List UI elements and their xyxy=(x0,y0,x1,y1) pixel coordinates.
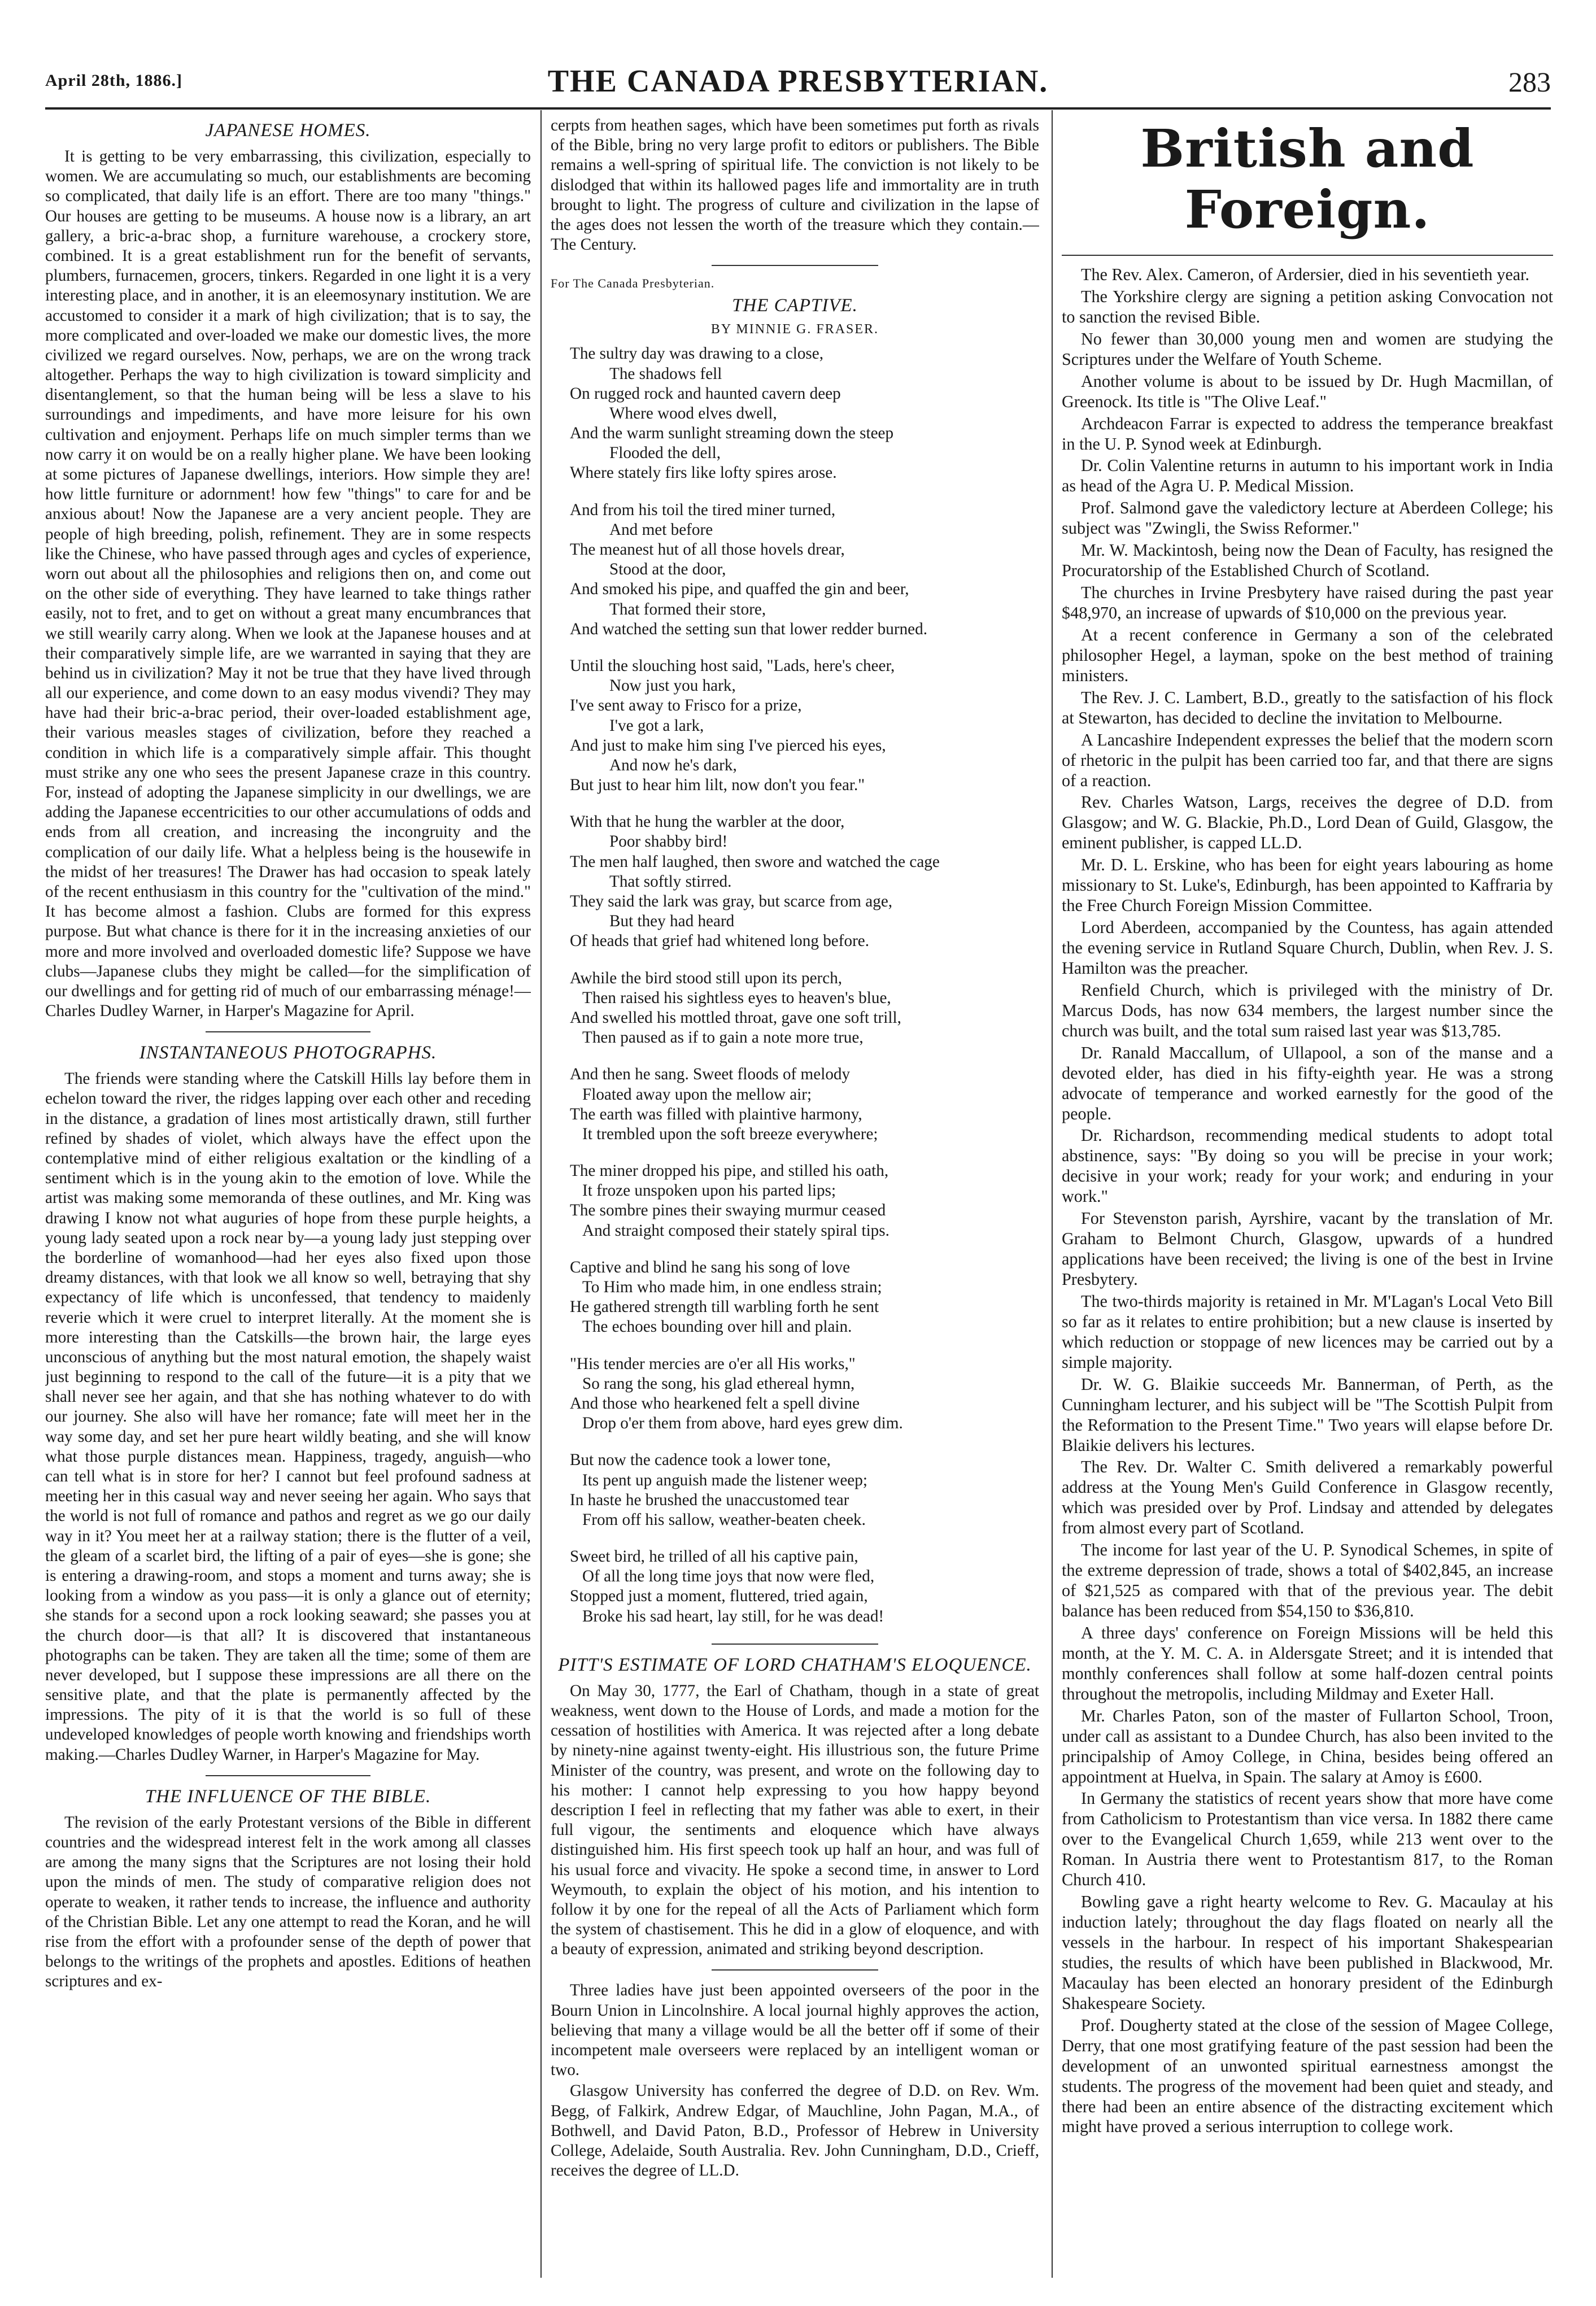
news-item: Dr. W. G. Blaikie succeeds Mr. Bannerman, of Perth, as the Cunningham lecturer, and his subject will be "The Scottish Pulpit from the Reformation to the Present Time." Two years will elapse before Dr. Blaikie delivers his lectures. xyxy=(1062,1374,1553,1455)
news-item: Dr. Ranald Maccallum, of Ullapool, a son of the manse and a devoted elder, has died in his fifty-eighth year. He was a strong advocate of temperance and worked earnestly for the good of the people. xyxy=(1062,1043,1553,1123)
page-header xyxy=(45,63,1551,108)
poem-line: He gathered strength till warbling forth he sent xyxy=(570,1298,879,1317)
poem-line: The shadows fell xyxy=(609,364,722,383)
poem-line: The sultry day was drawing to a close, xyxy=(570,345,824,363)
news-item: A three days' conference on Foreign Missions will be held this month, at the Y. M. C. A. in Aldersgate Street; and it is intended that monthly conferences shall follow at some half-dozen central points throughout the metropolis, including Mildmay and Exeter Hall. xyxy=(1062,1623,1553,1703)
poem-line: But they had heard xyxy=(609,912,735,931)
poem-stanza xyxy=(570,1258,1039,1337)
poem-line: "His tender mercies are o'er all His works," xyxy=(570,1354,856,1373)
poem-line: From off his sallow, weather-beaten cheek. xyxy=(582,1510,866,1529)
poem-line: Then raised his sightless eyes to heaven's blue, xyxy=(582,988,891,1007)
news-item: The churches in Irvine Presbytery have raised during the past year $48,970, an increase of upwards of $10,000 on the previous year. xyxy=(1062,583,1553,622)
news-item: Rev. Charles Watson, Largs, receives the degree of D.D. from Glasgow; and W. G. Blackie, Ph.D., Lord Dean of Guild, Glasgow, the eminent publisher, is capped LL.D. xyxy=(1062,792,1553,853)
column-divider xyxy=(1052,110,1053,2278)
poem-stanza xyxy=(570,1547,1039,1627)
poem-line: Where wood elves dwell, xyxy=(609,404,777,422)
poem-line: Its pent up anguish made the listener weep; xyxy=(582,1471,867,1489)
article-paragraph: cerpts from heathen sages, which have been sometimes put forth as rivals of the Bible, bring no very large profit to editors or publishers. The Bible remains a well-spring of spiritual life. The conviction is not likely to be dislodged that within its hallowed pages life and immortality are in truth brought to light. The progress of culture and civilization in the lapse of the ages does not lessen the worth of the treasure which they contain.—The Century. xyxy=(551,116,1039,254)
poem-body xyxy=(570,344,1039,1627)
news-item: The Rev. Dr. Walter C. Smith delivered a remarkably powerful address at the Young Men's Guild Conference in Glasgow recently, which was presided over by Prof. Lindsay and attended by delegates from almost every part of Scotland. xyxy=(1062,1457,1553,1538)
poem-line: And those who hearkened felt a spell divine xyxy=(570,1394,860,1413)
article-title: PITT'S ESTIMATE OF LORD CHATHAM'S ELOQUENCE. xyxy=(558,1654,1032,1675)
article-title: THE INFLUENCE OF THE BIBLE. xyxy=(145,1786,431,1807)
column-middle xyxy=(551,116,1039,2278)
poem-line: And now he's dark, xyxy=(609,756,737,774)
poem-line: Captive and blind he sang his song of love xyxy=(570,1258,851,1276)
poem-line: And from his toil the tired miner turned, xyxy=(570,500,836,519)
issue-date: April 28th, 1886.] xyxy=(45,71,182,90)
poem-line: That formed their store, xyxy=(609,600,766,618)
article-paragraph: On May 30, 1777, the Earl of Chatham, though in a state of great weakness, went down to the House of Lords, and made a motion for the cessation of hostilities with America. It was rejected after a long debate by ninety-nine against twenty-eight. His illustrious son, the future Prime Minister of the country, was present, and wrote on the following day to his mother: I cannot help expressing to you how happy beyond description I feel in reflecting that my father was able to exert, in their full vigour, the sentiments and eloquence which have always distinguished him. His first speech took up half an hour, and was full of his usual force and vivacity. He spoke a second time, in answer to Lord Weymouth, to explain the object of his motion, and his intention to follow it by one for the repeal of all the Acts of Parliament which form the system of chastisement. This he did in a glow of eloquence, and with a beauty of expression, animated and striking beyond description. xyxy=(551,1681,1039,1959)
article-separator xyxy=(712,1969,878,1971)
poem-line: But now the cadence took a lower tone, xyxy=(570,1451,831,1470)
news-item: Lord Aberdeen, accompanied by the Countess, has again attended the evening service in Rutland Square Church, Dublin, when Rev. J. S. Hamilton was the preacher. xyxy=(1062,918,1553,978)
news-item: Dr. Richardson, recommending medical students to adopt total abstinence, says: "By doing so you will be precise in your work; decisive in your work; ready for your work; and enduring in your work." xyxy=(1062,1126,1553,1206)
poem-byline: BY MINNIE G. FRASER. xyxy=(710,322,879,337)
poem-line: They said the lark was gray, but scarce from age, xyxy=(570,892,893,910)
poem-stanza xyxy=(570,1161,1039,1241)
news-item: No fewer than 30,000 young men and women are studying the Scriptures under the Welfare of Youth Scheme. xyxy=(1062,329,1553,369)
poem-line: Awhile the bird stood still upon its perch, xyxy=(570,969,843,987)
poem-stanza xyxy=(570,812,1039,951)
news-item: The Rev. Alex. Cameron, of Ardersier, died in his seventieth year. xyxy=(1081,265,1530,284)
column-divider xyxy=(540,110,542,2278)
poem-line: To Him who made him, in one endless strain; xyxy=(582,1278,882,1296)
poem-line: And swelled his mottled throat, gave one soft trill, xyxy=(570,1008,901,1027)
news-item: Bowling gave a right hearty welcome to Rev. G. Macaulay at his induction lately; throughout the day flags floated on nearly all the vessels in the harbour. In respect of his important Shakespearian studies, the results of which have been published in Blackwood, Mr. Macaulay has been elected an honorary president of the Edinburgh Shakespeare Society. xyxy=(1062,1892,1553,2013)
poem-line: And then he sang. Sweet floods of melody xyxy=(570,1065,851,1084)
column-left xyxy=(45,116,531,2278)
section-heading: British and Foreign. xyxy=(1140,118,1475,240)
news-item: Mr. W. Mackintosh, being now the Dean of Faculty, has resigned the Procuratorship of the Established Church of Scotland. xyxy=(1062,540,1553,581)
news-item: Prof. Dougherty stated at the close of the session of Magee College, Derry, that one most gratifying feature of the past session had been the development of an unwonted spiritual earnestness amongst the students. The progress of the movement had been quiet and steady, and there had been an entire absence of the distracting excitement which might have proved a serious interruption to college work. xyxy=(1062,2015,1553,2137)
news-item: In Germany the statistics of recent years show that more have come from Catholicism to Protestantism than vice versa. In 1882 there came over to the Evangelical Church 1,659, while 213 went over to the Roman. In Austria there went to Protestantism 817, to the Roman Church 410. xyxy=(1062,1789,1553,1890)
poem-line: And met before xyxy=(609,520,713,539)
poem-line: Of all the long time joys that now were fled, xyxy=(582,1567,875,1586)
news-item: Archdeacon Farrar is expected to address the temperance breakfast in the U. P. Synod week at Edinburgh. xyxy=(1062,413,1553,454)
page-number: 283 xyxy=(1508,66,1551,98)
poem-stanza xyxy=(570,500,1039,639)
article-separator xyxy=(712,1644,878,1645)
news-item: At a recent conference in Germany a son of the celebrated philosopher Hegel, a layman, spoke on the best method of training ministers. xyxy=(1062,625,1553,685)
poem-line: The miner dropped his pipe, and stilled his oath, xyxy=(570,1162,889,1180)
poem-line: And straight composed their stately spiral tips. xyxy=(582,1221,889,1240)
poem-line: The echoes bounding over hill and plain. xyxy=(582,1318,852,1336)
news-item: Renfield Church, which is privileged with the ministry of Dr. Marcus Dods, has now 634 members, the largest number since the church was built, and the total sum raised last year was $13,785. xyxy=(1062,980,1553,1040)
poem-stanza xyxy=(570,656,1039,795)
article-paragraph: It is getting to be very embarrassing, this civilization, especially to women. We are accumulating so much, our establishments are becoming so complicated, that daily life is an effort. There are too many "things." Our houses are getting to be museums. A house now is a library, an art gallery, a bric-a-brac shop, a furniture warehouse, a crockery store, combined. It is a great establishment run for the benefit of servants, plumbers, furnacemen, grocers, tinkers. Regarded in one light it is a very interesting place, and in another, it is an eleemosynary institution. We are accustomed to consider it a mark of high civilization; that is to say, the more complicated and over-loaded we make our domestic lives, the more civilized we regard ourselves. Now, perhaps, we are on the wrong track altogether. Perhaps the way to high civilization is toward simplicity and disentanglement, so that the human being will be less a slave to his surroundings and impediments, and have more leisure for his own cultivation and enjoyment. Perhaps life on much simpler terms than we now carry it on would be on a really higher plane. We have been looking at some pictures of Japanese dwellings, interiors. How simple they are! how little furniture or adornment! how few "things" to care for and be anxious about! Now the Japanese are a very ancient people. They are people of high breeding, polish, refinement. They are in some respects like the Chinese, who have passed through ages and cycles of experience, worn out about all the philosophies and religions then on, and come out on the other side of everything. They have learned to take things rather easily, not to fret, and to get on without a great many encumbrances that we still wearily carry along. When we look at the Japanese houses and at their comparatively simple life, are we warranted in saying that they are behind us in civilization? May it not be true that they have lived through all our experience, and come down to an easy modus vivendi? They may have had their bric-a-brac period, their over-loaded establishment age, their various measles stages of civilization, before they reached a condition in which life is a comparatively simple affair. This thought must strike any one who sees the present Japanese craze in this country. For, instead of adopting the Japanese simplicity in our dwellings, we are adding the Japanese eccentricities to our other accumulations of odds and ends from all creation, and increasing the incongruity and the complication of our daily life. What a helpless being is the housewife in the midst of her treasures! The Drawer has had occasion to speak lately of the recent enthusiasm in this country for the "cultivation of the mind." It has become almost a fashion. Clubs are formed for this express purpose. But what chance is there for it in the increasing anxieties of our more and more involved and overloaded domestic life? Suppose we have clubs—Japanese clubs they might be called—for the simplification of our dwellings and for getting rid of much of our embarrassing ménage!—Charles Dudley Warner, in Harper's Magazine for April. xyxy=(45,147,531,1021)
poem-line: Until the slouching host said, "Lads, here's cheer, xyxy=(570,656,895,675)
news-paragraph: Three ladies have just been appointed overseers of the poor in the Bourn Union in Lincolnshire. A local journal highly approves the action, believing that many a village would be all the better off if some of their incompetent male overseers were replaced by an intelligent woman or two. xyxy=(551,1981,1039,2080)
poem-line: Floated away upon the mellow air; xyxy=(582,1085,812,1104)
poem-line: But just to hear him lilt, now don't you fear." xyxy=(570,776,865,795)
poem-line: On rugged rock and haunted cavern deep xyxy=(570,384,841,403)
poem-line: It trembled upon the soft breeze everywhere; xyxy=(582,1124,878,1143)
news-item: Prof. Salmond gave the valedictory lecture at Aberdeen College; his subject was "Zwingli, the Swiss Reformer." xyxy=(1062,498,1553,538)
poem-title: THE CAPTIVE. xyxy=(732,295,858,316)
news-list xyxy=(1062,265,1553,2137)
news-item: The two-thirds majority is retained in Mr. M'Lagan's Local Veto Bill so far as it relates to entire prohibition; but a new clause is inserted by which reduction or stoppage of new licences may be carried out by a simple majority. xyxy=(1062,1291,1553,1372)
news-item: A Lancashire Independent expresses the belief that the modern scorn of rhetoric in the pulpit has been carried too far, and that there are signs of a reaction. xyxy=(1062,730,1553,790)
news-paragraph: Glasgow University has conferred the degree of D.D. on Rev. Wm. Begg, of Falkirk, Andrew Edgar, of Mauchline, John Pagan, M.A., of Bothwell, and David Paton, B.D., Professor of Hebrew in University College, Adelaide, South Australia. Rev. John Cunningham, D.D., Crieff, receives the degree of LL.D. xyxy=(551,2082,1039,2180)
poem-line: And watched the setting sun that lower redder burned. xyxy=(570,620,928,638)
poem-line: Stopped just a moment, fluttered, tried again, xyxy=(570,1587,868,1606)
article-title: INSTANTANEOUS PHOTOGRAPHS. xyxy=(139,1043,437,1063)
header-rule xyxy=(45,107,1551,110)
news-item: Mr. Charles Paton, son of the master of Fullarton School, Troon, under call as assistant to a Dundee Church, has also been invited to the principalship of Amoy College, in China, besides being offered an appointment at Huelva, in Spain. The salary at Amoy is £600. xyxy=(1062,1706,1553,1786)
news-item: For Stevenston parish, Ayrshire, vacant by the translation of Mr. Graham to Belmont Church, Glasgow, upwards of a hundred applications have been received; the living is one of the best in Irvine Presbytery. xyxy=(1062,1209,1553,1289)
poem-stanza xyxy=(570,1450,1039,1530)
poem-line: Where stately firs like lofty spires arose. xyxy=(570,464,837,482)
news-item: Dr. Colin Valentine returns in autumn to his important work in India as head of the Agra U. P. Medical Mission. xyxy=(1062,456,1553,496)
poem-line: It froze unspoken upon his parted lips; xyxy=(582,1182,836,1200)
poem-stanza xyxy=(570,344,1039,483)
article-title: JAPANESE HOMES. xyxy=(205,120,371,141)
section-rule xyxy=(1062,255,1553,256)
article-separator xyxy=(206,1031,370,1032)
poem-line: The earth was filled with plaintive harmony, xyxy=(570,1105,862,1123)
publication-title: THE CANADA PRESBYTERIAN. xyxy=(547,64,1049,99)
article-separator xyxy=(206,1775,370,1776)
poem-line: Stood at the door, xyxy=(609,560,726,579)
poem-line: The sombre pines their swaying murmur ceased xyxy=(570,1201,886,1220)
poem-line: And smoked his pipe, and quaffed the gin and beer, xyxy=(570,580,909,599)
article-separator xyxy=(712,265,878,266)
poem-line: Broke his sad heart, lay still, for he was dead! xyxy=(582,1607,884,1625)
contributor-line: For The Canada Presbyterian. xyxy=(551,276,715,291)
news-item: The Yorkshire clergy are signing a petition asking Convocation not to sanction the revised Bible. xyxy=(1062,286,1553,326)
poem-stanza xyxy=(570,1354,1039,1434)
poem-line: That softly stirred. xyxy=(609,872,732,891)
poem-line: Of heads that grief had whitened long before. xyxy=(570,932,870,951)
poem-line: And the warm sunlight streaming down the steep xyxy=(570,424,894,443)
poem-stanza xyxy=(570,969,1039,1048)
poem-line: So rang the song, his glad ethereal hymn, xyxy=(582,1374,855,1393)
poem-line: Poor shabby bird! xyxy=(609,832,728,851)
poem-line: Drop o'er them from above, hard eyes grew dim. xyxy=(582,1414,903,1433)
article-paragraph: The revision of the early Protestant versions of the Bible in different countries and the widespread interest felt in the work among all classes are among the many signs that the Scriptures are not losing their hold upon the minds of men. The study of comparative religion does not operate to weaken, it rather tends to increase, the influence and authority of the Christian Bible. Let any one attempt to read the Koran, and he will rise from the effort with a profounder sense of the depth of power that belongs to the writings of the prophets and apostles. Editions of heathen scriptures and ex- xyxy=(45,1813,531,1991)
poem-line: I've got a lark, xyxy=(609,716,704,735)
poem-stanza xyxy=(570,1065,1039,1144)
poem-line: Now just you hark, xyxy=(609,677,736,695)
news-item: The Rev. J. C. Lambert, B.D., greatly to the satisfaction of his flock at Stewarton, has decided to decline the invitation to Melbourne. xyxy=(1062,687,1553,727)
poem-line: And just to make him sing I've pierced his eyes, xyxy=(570,736,886,755)
poem-line: With that he hung the warbler at the door, xyxy=(570,813,845,831)
poem-line: I've sent away to Frisco for a prize, xyxy=(570,696,802,715)
poem-line: Sweet bird, he trilled of all his captive pain, xyxy=(570,1547,858,1566)
news-item: The income for last year of the U. P. Synodical Schemes, in spite of the extreme depression of trade, shows a total of $402,845, an increase of $21,525 as compared with that of the previous year. The debit balance has been reduced from $54,150 to $36,810. xyxy=(1062,1540,1553,1620)
poem-line: The men half laughed, then swore and watched the cage xyxy=(570,852,940,871)
poem-line: In haste he brushed the unaccustomed tear xyxy=(570,1490,849,1509)
poem-line: Flooded the dell, xyxy=(609,444,721,463)
news-item: Mr. D. L. Erskine, who has been for eight years labouring as home missionary to St. Luke's, Edinburgh, has been appointed to Kaffraria by the Free Church Foreign Mission Committee. xyxy=(1062,855,1553,916)
news-item: Another volume is about to be issued by Dr. Hugh Macmillan, of Greenock. Its title is "The Olive Leaf." xyxy=(1062,371,1553,411)
poem-line: Then paused as if to gain a note more true, xyxy=(582,1028,864,1047)
poem-line: The meanest hut of all those hovels drear, xyxy=(570,540,845,559)
column-right xyxy=(1062,116,1553,2278)
article-paragraph: The friends were standing where the Catskill Hills lay before them in echelon toward the river, the ridges lapping over each other and receding in the distance, a gradation of lines most artistically drawn, still further refined by shades of violet, which always have the effect upon the contemplative mind of either religious exaltation or the kindling of a sentiment which is in the young akin to the emotion of love. While the artist was making some memoranda of these outlines, and Mr. King was drawing I know not what auguries of hope from these purple heights, a young lady seated upon a rock near by—a young lady just stepping over the borderline of womanhood—had her eyes also fixed upon those dreamy distances, with that look we all know so well, betraying that shy expectancy of life which is unconfessed, that tendency to maidenly reverie which it were cruel to interpret literally. At the moment she is more interesting than the Catskills—the brown hair, the large eyes unconscious of anything but the most natural emotion, the shapely waist just beginning to respond to the call of the future—it is a pity that we shall never see her again, and that she has nothing whatever to do with our journey. She also will have her romance; fate will meet her in the way some day, and set her pure heart wildly beating, and she will know what those purple distances mean. Happiness, tragedy, anguish—who can tell what is in store for her? I cannot but feel profound sadness at meeting her in this casual way and never seeing her again. Who says that the world is not full of romance and pathos and regret as we go our daily way in it? You meet her at a railway station; there is the flutter of a veil, the gleam of a scarlet bird, the lifting of a pair of eyes—she is gone; she is entering a drawing-room, and stops a moment and turns away; she is looking from a window as you pass—it is only a glance out of eternity; she stands for a second upon a rock looking seaward; she passes you at the church door—is that all? It is discovered that instantaneous photographs can be taken. They are taken all the time; some of them are never developed, but I suppose these impressions are all there on the sensitive plate, and that the plate is permanently affected by the impressions. The pity of it is that the world is so full of these undeveloped knowledges of people worth knowing and friendships worth making.—Charles Dudley Warner, in Harper's Magazine for May. xyxy=(45,1070,531,1764)
